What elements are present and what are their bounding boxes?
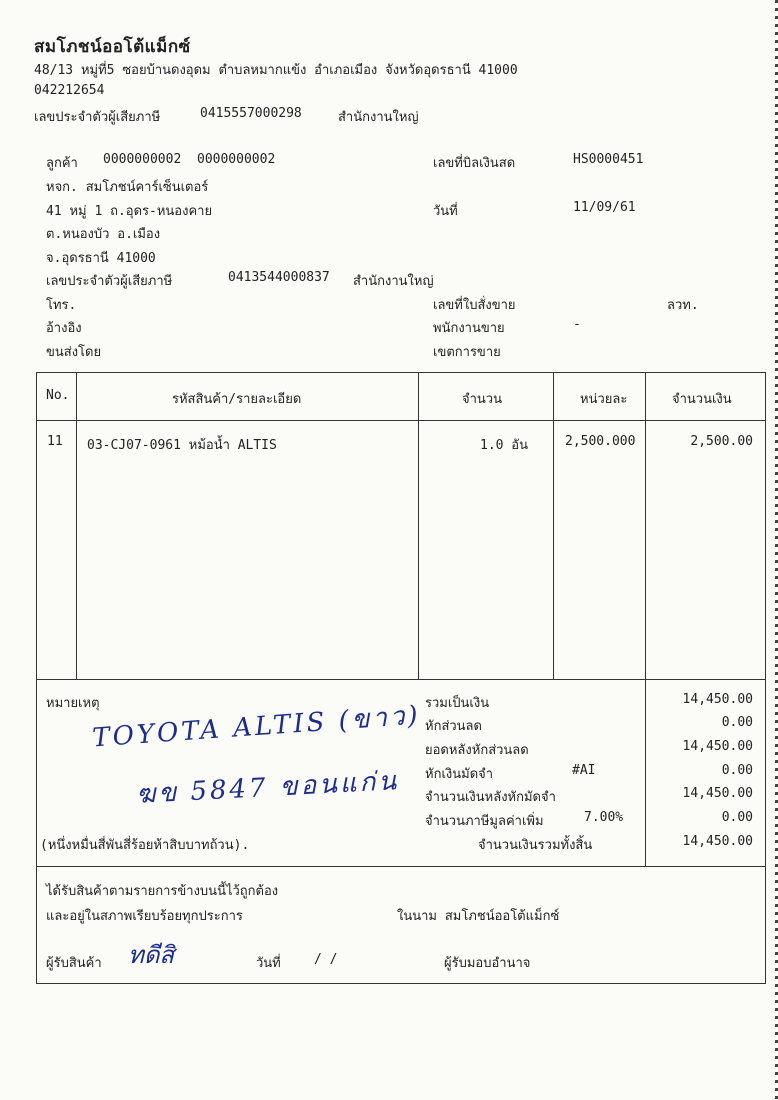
- receipt-text-1: ได้รับสินค้าตามรายการข้างบนนี้ไว้ถูกต้อง: [46, 884, 279, 899]
- shipping-label: ขนส่งโดย: [46, 345, 102, 360]
- customer-address-3: จ.อุดรธานี 41000: [46, 251, 156, 266]
- company-tax-label: เลขประจำตัวผู้เสียภาษี: [34, 110, 161, 125]
- row-unit-price: 2,500.000: [565, 434, 636, 449]
- company-phone: 042212654: [34, 83, 105, 98]
- customer-tax-id: 0413544000837: [228, 270, 330, 285]
- reference-label: อ้างอิง: [46, 321, 82, 336]
- receiver-signature: ทดีสิ: [128, 941, 175, 969]
- company-tax-id: 0415557000298: [200, 106, 302, 121]
- discount-label: หักส่วนลด: [425, 719, 482, 734]
- company-name: สมโภชน์ออโต้แม็กซ์: [34, 37, 191, 57]
- col-header-no: No.: [46, 388, 70, 403]
- customer-code: 0000000002: [103, 152, 182, 167]
- company-branch: สำนักงานใหญ่: [338, 110, 419, 125]
- vat-rate: 7.00%: [584, 810, 624, 825]
- handwritten-car-model: TOYOTA ALTIS (ขาว): [91, 700, 422, 754]
- deposit-label: หักเงินมัดจำ: [425, 767, 494, 782]
- bill-date: 11/09/61: [573, 200, 636, 215]
- row-description: 03-CJ07-0961 หม้อน้ำ ALTIS: [87, 438, 277, 453]
- sales-area-label: เขตการขาย: [433, 345, 501, 360]
- order-no-value: ลวท.: [667, 298, 699, 313]
- bill-no: HS0000451: [573, 152, 644, 167]
- receipt-text-2: และอยู่ในสภาพเรียบร้อยทุกประการ: [46, 909, 243, 924]
- vat-value: 0.00: [721, 810, 753, 825]
- row-quantity: 1.0 อัน: [480, 438, 529, 453]
- subtotal-label: รวมเป็นเงิน: [425, 696, 490, 711]
- receive-date-label: วันที่: [256, 956, 281, 971]
- authorized-label: ผู้รับมอบอำนาจ: [444, 956, 531, 971]
- customer-branch: สำนักงานใหญ่: [353, 274, 434, 289]
- customer-tax-label: เลขประจำตัวผู้เสียภาษี: [46, 274, 173, 289]
- col-header-quantity: จำนวน: [462, 392, 502, 407]
- col-header-amount: จำนวนเงิน: [672, 392, 732, 407]
- vat-label: จำนวนภาษีมูลค่าเพิ่ม: [425, 814, 544, 829]
- customer-address-1: 41 หมู่ 1 ถ.อุดร-หนองคาย: [46, 204, 213, 219]
- after-deposit-label: จำนวนเงินหลังหักมัดจำ: [425, 790, 556, 805]
- row-no: 11: [47, 434, 63, 449]
- salesperson-label: พนักงานขาย: [433, 321, 505, 336]
- date-label: วันที่: [433, 204, 458, 219]
- handwritten-plate: ฆข 5847 ขอนแก่น: [135, 766, 400, 810]
- discount-value: 0.00: [721, 715, 753, 730]
- order-no-label: เลขที่ใบสั่งขาย: [433, 298, 516, 313]
- deposit-value: 0.00: [721, 763, 753, 778]
- bill-no-label: เลขที่บิลเงินสด: [433, 156, 516, 171]
- salesperson-value: -: [573, 317, 581, 332]
- remark-label: หมายเหตุ: [46, 696, 100, 711]
- after-discount-value: 14,450.00: [682, 739, 753, 754]
- customer-label: ลูกค้า: [46, 156, 78, 171]
- receive-date-slashes: / /: [314, 952, 338, 967]
- amount-in-words: (หนึ่งหมื่นสี่พันสี่ร้อยห้าสิบบาทถ้วน).: [40, 838, 250, 853]
- grand-total-value: 14,450.00: [682, 834, 753, 849]
- company-address: 48/13 หมู่ที่5 ซอยบ้านดงอุดม ตำบลหมากแข้ง อำเภอเมือง จังหวัดอุดรธานี 41000: [34, 63, 518, 78]
- receiver-label: ผู้รับสินค้า: [46, 956, 102, 971]
- customer-code2: 0000000002: [197, 152, 276, 167]
- grand-total-label: จำนวนเงินรวมทั้งสิ้น: [478, 838, 593, 853]
- after-deposit-value: 14,450.00: [682, 786, 753, 801]
- col-header-unit-price: หน่วยละ: [580, 392, 628, 407]
- col-header-description: รหัสสินค้า/รายละเอียด: [172, 392, 302, 407]
- on-behalf-text: ในนาม สมโภชน์ออโต้แม็กซ์: [397, 909, 560, 924]
- customer-name: หจก. สมโภชน์คาร์เซ็นเตอร์: [46, 180, 209, 195]
- phone-label: โทร.: [46, 298, 77, 313]
- subtotal-value: 14,450.00: [682, 692, 753, 707]
- row-amount: 2,500.00: [690, 434, 753, 449]
- customer-address-2: ต.หนองบัว อ.เมือง: [46, 227, 161, 242]
- deposit-code: #AI: [572, 763, 596, 778]
- after-discount-label: ยอดหลังหักส่วนลด: [425, 743, 529, 758]
